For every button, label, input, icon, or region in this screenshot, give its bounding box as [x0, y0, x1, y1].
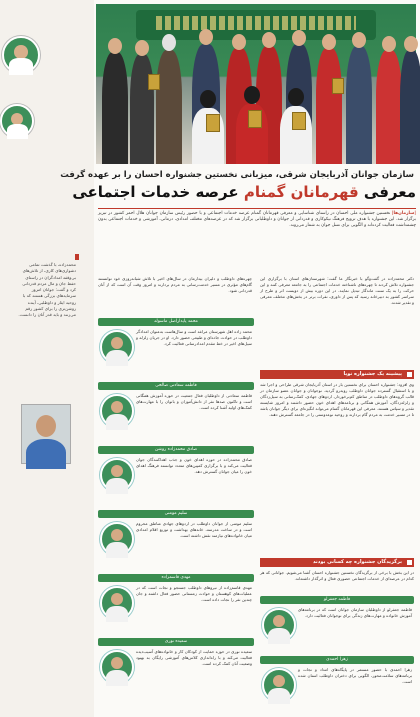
profile-name: محمد پایداراصل ماسوله: [98, 318, 254, 326]
profile-avatar: [100, 330, 134, 364]
profile-text: صادق محمدزاده در حوزه اهدای خون و جذب اهداکنندگان جوان فعالیت می‌کند و با برگزاری کمپین‌های متعدد توانسته فرهنگ اهدای خون را میان جوانان گسترش دهد.: [136, 457, 252, 474]
right-column-history: وی افزود: جشنواره احسان برای نخستین بار در استان آذربایجان شرقی طراحی و اجرا شد و با استقبال گسترده جوانان داوطلب روبه‌رو گردید. نوجوانان و جوانان عضو سازمان در قالب گروه‌های داوطلب در مناطق کم‌برخوردار، اردوهای جهادی، کمک‌رسانی به سیل‌زدگان و زلزله‌زدگان، آموزش همگانی و برنامه‌های اهدای خون حضور داشتند و امروز شایسته تقدیر و سپاس هستند. معرفی این قهرمانان گمنام می‌تواند انگیزه‌ای برای دیگر جوانان باشد تا در مسیر خدمت به مردم گام بردارند و روحیه نوعدوستی را در جامعه گسترش دهند.: [260, 382, 414, 417]
headline-highlight: قهرمانان گمنام: [243, 183, 359, 201]
lead-text: نخستین جشنواره ملی احسان در راستای شناسایی و معرفی قهرمانان گمنام عرصه خدمات اجتماعی و با حضور رئیس سازمان جوانان هلال احمر کشور در تبریز برگزار شد. این جشنواره با هدف ترویج فرهنگ نیکوکاری و قدردانی از جوانان و داوطلبانی برگزار شد که در عرصه‌های مختلف امدادی، درمانی، آموزشی و خدمات اجتماعی بدون چشمداشت فعالیت کرده‌اند و الگویی برای نسل جوان به شمار می‌روند.: [98, 211, 416, 229]
profile-name: فاطمه سعادتی صالحی: [98, 382, 254, 390]
profile-card: [98, 318, 254, 380]
profile-card: [260, 656, 414, 714]
profile-text: فاطمه جعفرلو از داوطلبان سازمان جوانان است که در برنامه‌های آموزش خانواده و مهارت‌های زندگی برای نوجوانان فعالیت دارد.: [298, 607, 412, 618]
profile-card: [98, 574, 254, 636]
profile-name: صادق محمدزاده روشن: [98, 446, 254, 454]
profile-card: [260, 596, 414, 654]
right-column-winners-intro: در این بخش با برخی از برگزیدگان نخستین جشنواره احسان آشنا می‌شویم. جوانانی که هر کدام در عرصه‌ای از خدمات اجتماعی حضوری فعال و اثرگذار داشته‌اند.: [260, 570, 414, 581]
profile-card: [98, 382, 254, 444]
lead-tag: |سازمان‌ها|: [391, 211, 416, 216]
profile-avatar: [100, 458, 134, 492]
profile-name: سلیم مومنی: [98, 510, 254, 518]
margin-avatar-middle: [0, 104, 34, 138]
section-heading-history-label: پیشینه یک جشنواره نوپا: [343, 371, 402, 377]
profile-name: فاطمه جعفرلو: [260, 596, 414, 604]
profile-text: مهدی قاسم‌زاده از نیروهای داوطلب جستجو و نجات است که در عملیات‌های کوهستان و حوادث زمستانی حضور فعال داشته و جان چندین نفر را نجات داده است.: [136, 585, 252, 602]
hero-photo: [96, 4, 416, 164]
headline-before: معرفی: [363, 183, 416, 201]
article-subtitle: سازمان جوانان آذربایجان شرقی، میزبانی نخستین جشنواره احسان را بر عهده گرفت: [60, 170, 414, 180]
stage-banner-lettering: [156, 16, 356, 30]
profile-avatar: [262, 608, 296, 642]
right-column-intro: دکتر محمدزاده در گفت‌وگو با خبرنگار ما گفت: شهرستان‌های استان با برگزاری این جشنواره تلاش کردند تا چهره‌های ناشناخته خدمات اجتماعی را به جامعه معرفی کنند و این حرکت را به یک سنت ماندگار تبدیل نمایند. در این دوره بیش از دویست اثر و طرح از سراسر کشور به دبیرخانه رسید که پس از داوری، نفرات برتر در بخش‌های مختلف معرفی و تقدیر شدند.: [260, 276, 414, 305]
main-article: [60, 0, 420, 717]
article-lead: [98, 208, 416, 273]
profile-name: زهرا احمدی: [260, 656, 414, 664]
profile-card: [98, 510, 254, 572]
profile-name: سعیده نوری: [98, 638, 254, 646]
profile-text: زهرا احمدی با حضور مستمر در پایگاه‌های امداد و نجات و برنامه‌های سلامت‌محور، الگویی برای دختران داوطلب استان شده است.: [298, 667, 412, 684]
profile-avatar: [100, 522, 134, 556]
profile-name: مهدی قاسمزاده: [98, 574, 254, 582]
left-column-intro: چهره‌های داوطلب و دلیران بیدارمان در سال‌های اخیر با تلاش شبانه‌روزی خود توانستند گام‌های مؤثری در مسیر خدمت‌رسانی به مردم بردارند و امروز وقت آن است که از آنان قدردانی شود.: [98, 276, 252, 293]
article-headline: [72, 183, 416, 201]
sidebar-marker: [75, 254, 79, 260]
profile-avatar: [262, 668, 296, 702]
profile-text: سعیده نوری در حوزه حمایت از کودکان کار و خانواده‌های آسیب‌دیده فعالیت می‌کند و با راه‌اندازی کلاس‌های آموزشی رایگان به بهبود وضعیت آنان کمک کرده است.: [136, 649, 252, 666]
sidebar-quote-text: محمدزاده، با گذشت تمامی دشواری‌های کاری، از تلاش‌های بی‌وقفه امدادگران در راستای حفظ جان و مال مردم قدردانی کرد و گفت: جوانان امروز سرمایه‌های بزرگی هستند که با روحیه ایثار و داوطلبی، آینده روشن‌تری را برای کشور رقم می‌زنند و باید قدر آنان را دانست.: [18, 262, 76, 318]
sidebar-portrait: [21, 404, 71, 464]
headline-after: عرصه خدمات اجتماعی: [72, 183, 239, 201]
profile-card: [98, 446, 254, 508]
profile-avatar: [100, 650, 134, 684]
profile-text: محمد زاده اهل شهرستان مراغه است و سال‌هاست به‌عنوان امدادگر داوطلب در حوادث جاده‌ای و طبیعی حضور دارد. او در جریان زلزله و سیل‌های اخیر در خط مقدم امدادرسانی فعالیت کرد.: [136, 329, 252, 346]
profile-avatar: [100, 586, 134, 620]
profile-text: سلیم مومنی از جوانان داوطلب در اردوهای جهادی مناطق محروم است و در ساخت مدرسه، خانه‌های بهداشت و توزیع اقلام امدادی میان خانواده‌های نیازمند نقش داشته است.: [136, 521, 252, 538]
section-heading-winners-label: برگزیدگان جشنواره چه کسانی بودند: [313, 559, 402, 565]
profile-text: فاطمه سعادتی از داوطلبان فعال جمعیت در حوزه آموزش همگانی است و تاکنون صدها نفر از دانش‌آموزان و بانوان را با مهارت‌های کمک‌های اولیه آشنا کرده است.: [136, 393, 252, 410]
section-heading-history: [260, 370, 414, 379]
profile-card: [98, 638, 254, 714]
margin-avatar-top: [2, 36, 40, 74]
profile-avatar: [100, 394, 134, 428]
newspaper-page: [14, 0, 420, 717]
section-heading-winners: [260, 558, 414, 567]
